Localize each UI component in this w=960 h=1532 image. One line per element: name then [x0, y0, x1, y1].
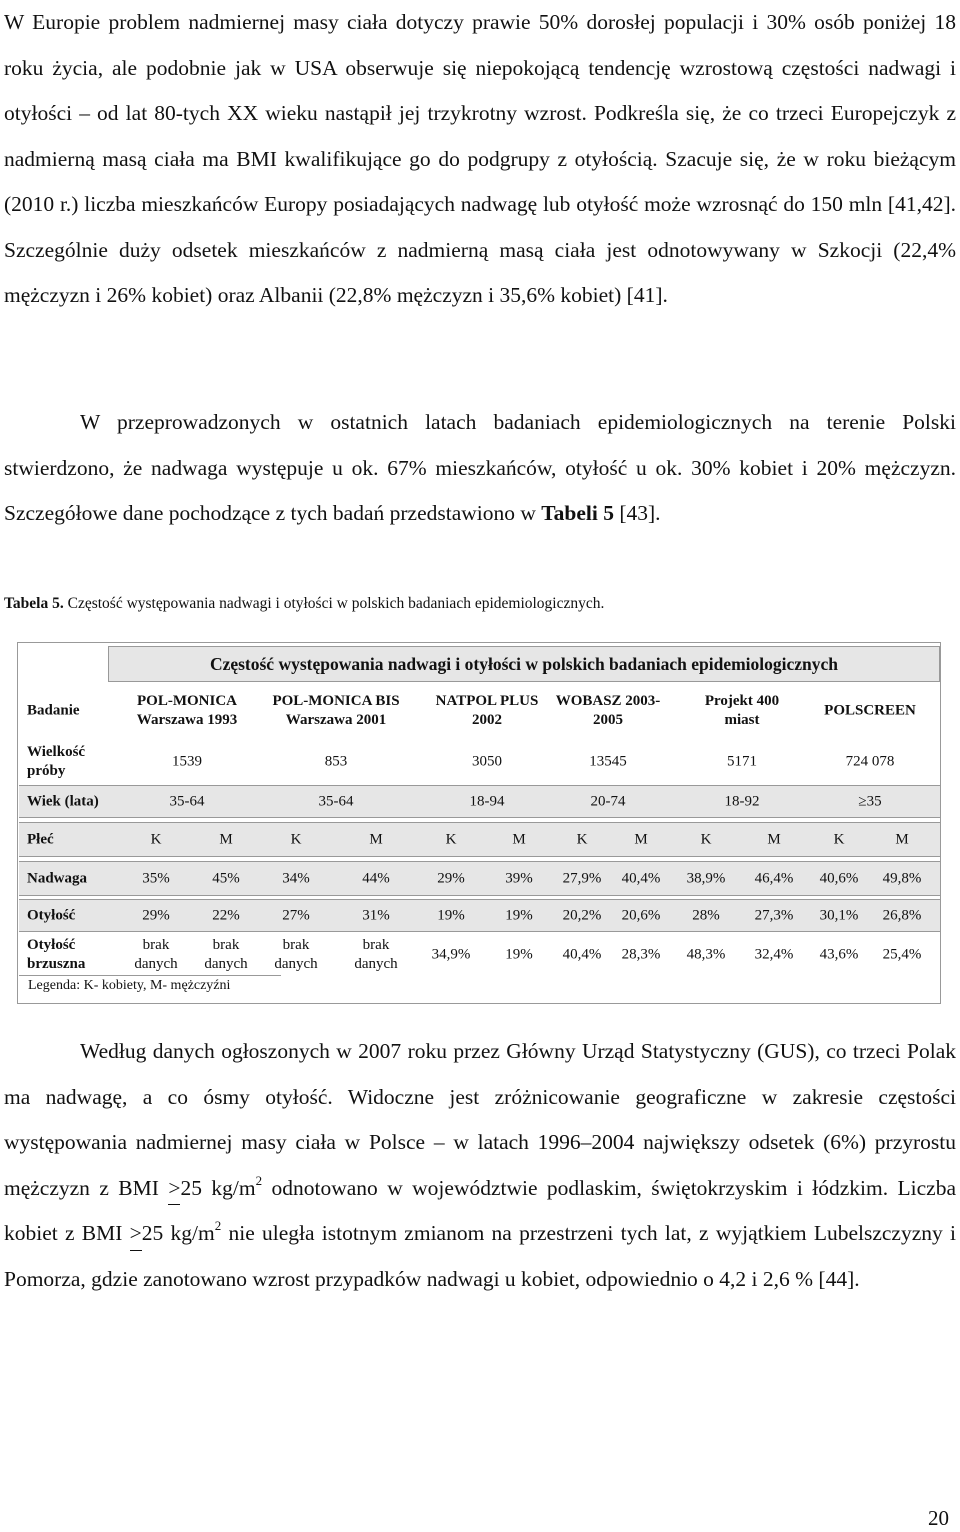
sex-cell: K — [290, 831, 302, 848]
obesity-cell: 20,2% — [562, 907, 602, 924]
abdominal-obesity-cell: 19% — [505, 946, 533, 963]
superscript: 2 — [255, 1172, 263, 1188]
abdominal-obesity-cell: brak danych — [354, 937, 398, 972]
study-name: POLSCREEN — [824, 702, 916, 719]
sample-size-cell: 13545 — [589, 753, 627, 770]
row-label-overweight: Nadwaga — [27, 870, 88, 887]
obesity-cell: 26,8% — [882, 907, 922, 924]
sample-size-cell: 1539 — [172, 753, 202, 770]
obesity-cell: 30,1% — [819, 907, 859, 924]
overweight-cell: 29% — [437, 870, 465, 887]
obesity-cell: 22% — [212, 907, 240, 924]
overweight-cell: 40,6% — [819, 870, 859, 887]
table-legend: Legenda: K- kobiety, M- mężczyźni — [28, 978, 231, 993]
overweight-cell: 38,9% — [686, 870, 726, 887]
abdominal-obesity-cell: 40,4% — [562, 946, 602, 963]
overweight-cell: 39% — [505, 870, 533, 887]
overweight-cell: 40,4% — [621, 870, 661, 887]
row-label-sex: Płeć — [27, 831, 54, 848]
overweight-cell: 27,9% — [562, 870, 602, 887]
table-title: Częstość występowania nadwagi i otyłości w polskich badaniach epidemiologicznych — [108, 646, 940, 682]
obesity-cell: 28% — [692, 907, 720, 924]
sex-cell: M — [512, 831, 526, 848]
age-range-cell: 18-94 — [469, 793, 505, 810]
abdominal-obesity-cell: 32,4% — [754, 946, 794, 963]
legend-divider — [19, 975, 281, 976]
obesity-cell: 19% — [505, 907, 533, 924]
paragraph-gus-text-e: nie uległa istotnym zmianom na przestrzeni tych lat, z wyjątkiem Lubelszczyzny i Pomorza, gdzie zanotowano wzrost przypadków nadwagi u kobiet, odpowiednio o 4,2 i 2,6 % [44]. — [4, 1221, 956, 1291]
sex-cell: M — [219, 831, 233, 848]
overweight-cell: 34% — [282, 870, 310, 887]
obesity-cell: 27,3% — [754, 907, 794, 924]
paragraph-poland-citation: [43]. — [613, 501, 661, 525]
study-name: NATPOL PLUS 2002 — [435, 693, 539, 728]
abdominal-obesity-cell: brak danych — [204, 937, 248, 972]
age-range-cell: 18-92 — [724, 793, 760, 810]
sex-cell: M — [634, 831, 648, 848]
abdominal-obesity-cell: 43,6% — [819, 946, 859, 963]
overweight-cell: 49,8% — [882, 870, 922, 887]
abdominal-obesity-cell: 28,3% — [621, 946, 661, 963]
sample-size-cell: 853 — [324, 753, 348, 770]
study-name: POL-MONICA Warszawa 1993 — [136, 693, 238, 728]
abdominal-obesity-cell: 25,4% — [882, 946, 922, 963]
age-range-cell: 35-64 — [318, 793, 354, 810]
obesity-cell: 31% — [362, 907, 390, 924]
age-range-cell: ≥35 — [858, 793, 882, 810]
sample-size-cell: 3050 — [472, 753, 502, 770]
abdominal-obesity-cell: brak danych — [134, 937, 178, 972]
sex-cell: K — [576, 831, 588, 848]
paragraph-gus-text-b: 25 kg/m — [180, 1175, 256, 1200]
abdominal-obesity-cell: 48,3% — [686, 946, 726, 963]
sample-size-cell: 724 078 — [845, 753, 895, 770]
obesity-cell: 29% — [142, 907, 170, 924]
row-label-abdominal-obesity: Otyłość brzuszna — [27, 937, 86, 972]
page-number: 20 — [928, 1506, 949, 1530]
sex-cell: K — [833, 831, 845, 848]
sex-cell: K — [150, 831, 162, 848]
table-caption-text: Częstość występowania nadwagi i otyłości w polskich badaniach epidemiologicznych. — [63, 595, 605, 612]
paragraph-poland-text: W przeprowadzonych w ostatnich latach badaniach epidemiologicznych na terenie Polski stwierdzono, że nadwaga występuje u ok. 67% mieszkańców, otyłość u ok. 30% kobiet i 20% mężczyzn. Szczegółowe dane pochodzące z tych badań przedstawiono w — [4, 410, 956, 525]
study-name: WOBASZ 2003-2005 — [555, 693, 661, 728]
paragraph-gus-text-c: odnotowano w województwie podlaskim, świętokrzyskim i łódzkim. Liczba kobiet z BMI — [4, 1175, 956, 1245]
paragraph-gus-text-a: Według danych ogłoszonych w 2007 roku przez Główny Urząd Statystyczny (GUS), co trzeci Polak ma nadwagę, a co ósmy otyłość. Widoczne jest zróżnicowanie geograficzne w zakresie częstości występowania nadmiernej masy ciała w Polsce – w latach 1996–2004 największy odsetek (6%) przyrostu mężczyzn z BMI — [4, 1039, 956, 1200]
sex-cell: K — [700, 831, 712, 848]
sex-cell: M — [895, 831, 909, 848]
sex-cell: K — [445, 831, 457, 848]
obesity-cell: 27% — [282, 907, 310, 924]
sex-cell: M — [767, 831, 781, 848]
overweight-cell: 44% — [362, 870, 390, 887]
overweight-cell: 46,4% — [754, 870, 794, 887]
study-name: POL-MONICA BIS Warszawa 2001 — [272, 693, 400, 728]
paragraph-europe: W Europie problem nadmiernej masy ciała dotyczy prawie 50% dorosłej populacji i 30% osób poniżej 18 roku życia, ale podobnie jak w USA obserwuje się niepokojącą tendencję wzrostową częstości nadwagi i otyłości – od lat 80-tych XX wieku nastąpił jej trzykrotny wzrost. Podkreśla się, że co trzeci Europejczyk z nadmierną masą ciała ma BMI kwalifikujące go do podgrupy z otyłością. Szacuje się, że w roku bieżącym (2010 r.) liczba mieszkańców Europy posiadających nadwagę lub otyłość może wzrosnąć do 150 mln [41,42]. Szczególnie duży odsetek mieszkańców z nadmierną masą ciała jest odnotowywany w Szkocji (22,4% mężczyzn i 26% kobiet) oraz Albanii (22,8% mężczyzn i 35,6% kobiet) [41]. — [4, 10, 956, 307]
superscript: 2 — [214, 1218, 222, 1233]
overweight-cell: 35% — [142, 870, 170, 887]
table-caption — [4, 592, 956, 616]
row-label-badanie: Badanie — [27, 702, 80, 719]
row-label-sample-size: Wielkość próby — [27, 744, 86, 779]
sex-cell: M — [369, 831, 383, 848]
age-range-cell: 20-74 — [590, 793, 626, 810]
table-caption-label: Tabela 5. — [4, 595, 64, 612]
age-range-cell: 35-64 — [169, 793, 205, 810]
paragraph-gus — [4, 1029, 956, 1302]
greater-equal-sign: > — [168, 1166, 180, 1212]
overweight-cell: 45% — [212, 870, 240, 887]
paragraph-gus-text-d: 25 kg/m — [141, 1221, 215, 1245]
greater-equal-sign: > — [130, 1211, 142, 1257]
obesity-cell: 20,6% — [621, 907, 661, 924]
study-name: Projekt 400 miast — [704, 693, 780, 728]
abdominal-obesity-cell: 34,9% — [431, 946, 471, 963]
obesity-cell: 19% — [437, 907, 465, 924]
sample-size-cell: 5171 — [727, 753, 757, 770]
abdominal-obesity-cell: brak danych — [274, 937, 318, 972]
row-label-obesity: Otyłość — [27, 907, 76, 924]
paragraph-poland — [4, 400, 956, 537]
table-reference: Tabeli 5 — [541, 501, 614, 525]
row-label-age: Wiek (lata) — [27, 793, 99, 810]
